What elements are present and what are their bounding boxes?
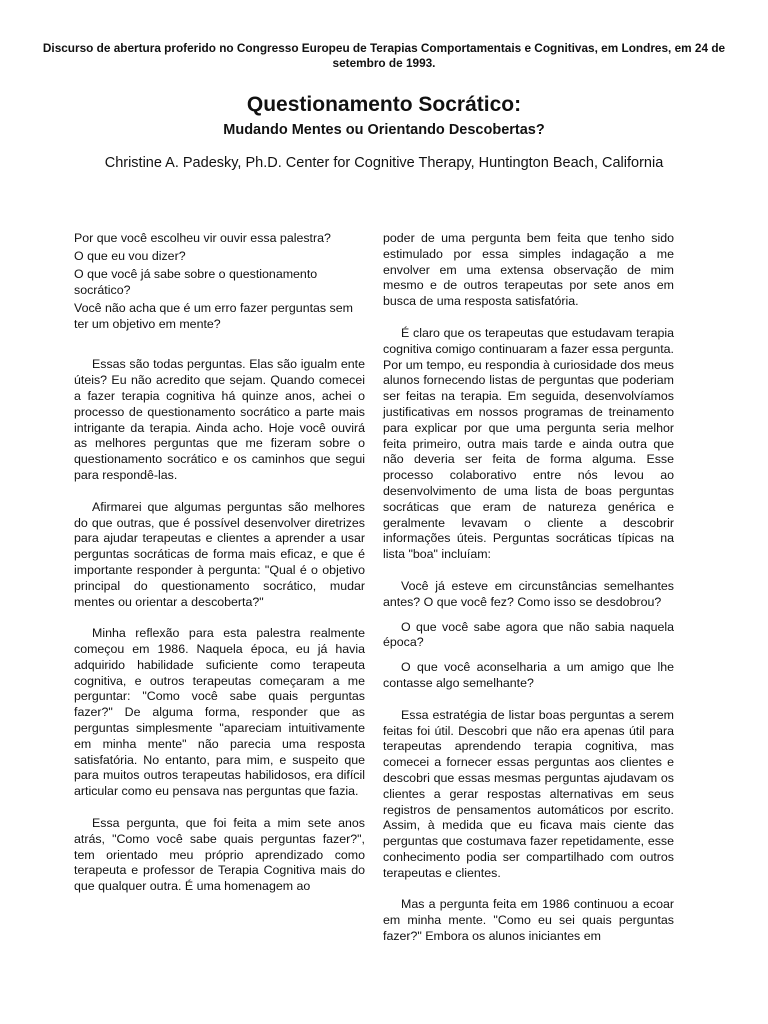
example-question: O que você aconselharia a um amigo que lhe contasse algo semelhante? xyxy=(383,660,674,690)
body-paragraph: Mas a pergunta feita em 1986 continuou a ecoar em minha mente. "Como eu sei quais perguntas fazer?" Embora os alunos iniciantes em xyxy=(383,897,674,944)
body-paragraph: Essa pergunta, que foi feita a mim sete anos atrás, "Como você sabe quais perguntas fazer?", tem orientado meu próprio aprendizado como terapeuta e professor de Terapia Cognitiva mais do que qualquer outra. É uma homenagem ao xyxy=(74,816,365,894)
right-column xyxy=(383,231,674,945)
body-paragraph: Essa estratégia de listar boas perguntas a serem feitas foi útil. Descobri que não era apenas útil para terapeutas aprendendo terapia cognitiva, mas comecei a fornecer essas perguntas aos clientes e descobri que essas mesmas perguntas ajudavam os clientes a gerar respostas alternativas em seus registros de pensamentos automáticos por escrito. Assim, à medida que eu ficava mais ciente das perguntas que costumava fazer repetidamente, esse conhecimento podia ser compartilhado com outros terapeutas e clientes. xyxy=(383,707,674,880)
header-note: Discurso de abertura proferido no Congresso Europeu de Terapias Comportamentais e Cognitivas, em Londres, em 24 de setembro de 1993. xyxy=(42,41,726,70)
document-subtitle: Mudando Mentes ou Orientando Descobertas? xyxy=(223,122,545,138)
body-paragraph: É claro que os terapeutas que estudavam terapia cognitiva comigo continuaram a fazer essa pergunta. Por um tempo, eu respondia à curiosidade dos meus alunos fornecendo listas de perguntas que poderiam ser feitas na terapia. Em seguida, desenvolvíamos justificativas em nossos programas de treinamento para explicar por que uma pergunta seria melhor feita primeiro, outra mais tarde e ainda outra que não deveria ser feita de forma alguma. Esse processo colaborativo entre nós levou ao desenvolvimento de uma lista de boas perguntas socráticas que eram de natureza genérica e geralmente levavam o cliente a descobrir informações úteis. Perguntas socráticas típicas na lista "boa" incluíam: xyxy=(383,325,674,562)
opening-question: O que você já sabe sobre o questionamento socrático? xyxy=(74,267,318,298)
body-paragraph: Afirmarei que algumas perguntas são melhores do que outras, que é possível desenvolver diretrizes para ajudar terapeutas e clientes a aprender a usar perguntas socráticas de forma mais eficaz, e que é importante responder à pergunta: "Qual é o objetivo principal do questionamento socrático, mudar mentes ou orientar a descoberta?" xyxy=(74,499,365,609)
author-line: Christine A. Padesky, Ph.D. Center for Cognitive Therapy, Huntington Beach, California xyxy=(104,155,664,171)
opening-question: Você não acha que é um erro fazer perguntas sem ter um objetivo em mente? xyxy=(74,301,353,332)
opening-question: O que eu vou dizer? xyxy=(74,249,186,264)
opening-question: Por que você escolheu vir ouvir essa palestra? xyxy=(74,231,331,245)
example-question: O que você sabe agora que não sabia naquela época? xyxy=(383,619,674,650)
body-paragraph: Essas são todas perguntas. Elas são igualm ente úteis? Eu não acredito que sejam. Quando comecei a fazer terapia cognitiva há quinze anos, achei o processo de questionamento socrático a parte mais intrigante da terapia. Ainda acho. Hoje você ouvirá as melhores perguntas que me fizeram sobre o questionamento socrático e os caminhos que segui para respondê-las. xyxy=(74,357,365,482)
body-paragraph: poder de uma pergunta bem feita que tenho sido estimulado por essa simples indagação a me envolver em uma extensa observação de mim mesmo e de outros terapeutas por sete anos em busca de uma resposta satisfatória. xyxy=(383,231,674,309)
example-question: Você já esteve em circunstâncias semelhantes antes? O que você fez? Como isso se desdobrou? xyxy=(383,578,674,609)
body-paragraph: Minha reflexão para esta palestra realmente começou em 1986. Naquela época, eu já havia adquirido habilidade suficiente como terapeuta cognitiva, e outros terapeutas começaram a me perguntar: "Como você sabe quais perguntas fazer?" De alguma forma, responder que as perguntas simplesmente "apareciam intuitivamente em minha mente" não parecia uma resposta satisfatória. No entanto, para mim, e suspeito que para muitos outros terapeutas habilidosos, era difícil articular como eu pensava nas perguntas que fazia. xyxy=(74,626,365,799)
left-column xyxy=(74,231,365,895)
document-title: Questionamento Socrático: xyxy=(246,93,522,116)
